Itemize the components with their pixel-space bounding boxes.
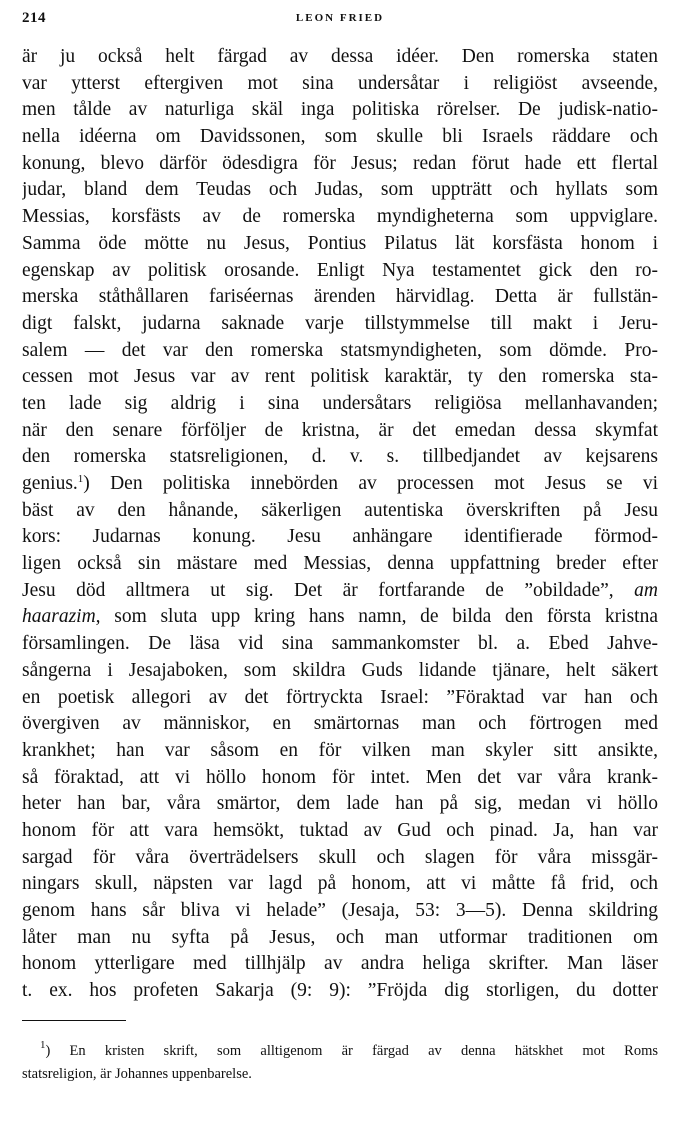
text-line: cessen mot Jesus var av rent politisk karaktär, ty den romerska sta- [22,366,658,388]
text-line: övergiven av människor, en smärtornas man och förtrogen med [22,713,658,735]
text-line: är ju också helt färgad av dessa idéer. Den romerska staten [22,46,658,67]
text-fragment: ) Den politiska innebörden av processen mot Jesus se vi [83,473,658,494]
text-line: digt falskt, judarna saknade varje tillstymmelse till makt i Jeru- [22,312,658,334]
book-page [22,0,658,1140]
page-number: 214 [22,10,46,26]
text-fragment: som sluta upp kring hans namn, de bilda den första kristna [100,606,658,628]
text-line: ningars skull, näpsten var lagd på honom, att vi måtte få frid, och [22,873,658,895]
text-line: den romerska statsreligionen, d. v. s. tillbedjandet av kejsarens [22,446,658,468]
text-line [22,604,658,631]
text-line: nella idéerna om Davidssonen, som skulle bli Israels räddare och [22,126,658,148]
running-title: LEON FRIED [295,12,385,24]
text-line: heter han bar, våra smärtor, dem lade han på sig, medan vi höllo [22,793,658,815]
footnotes [22,1040,658,1086]
text-line: konung, blevo därför ödesdigra för Jesus; redan förut hade ett flertal [22,152,658,174]
text-line: honom för att vara hemsökt, tuktad av Gud och pinad. Ja, han var [22,819,658,841]
text-line: honom ytterligare med tillhjälp av andra heliga skrifter. Man läser [22,953,658,975]
footnote-marker: 1 [40,1040,46,1051]
text-line: var ytterst eftergiven mot sina undersåtar i religiöst avseende, [22,72,658,94]
text-line: församlingen. De läsa vid sina sammankomster bl. a. Ebed Jahve- [22,633,658,655]
footnote-divider [22,1020,126,1021]
body-text [22,44,658,1005]
text-line: men tålde av naturliga skäl inga politiska rörelser. De judisk-natio- [22,99,658,121]
footnote-line: statsreligion, är Johannes uppenbarelse. [22,1066,252,1082]
text-line: krankhet; han var såsom en för vilken man skyler sitt ansikte, [22,739,658,761]
text-fragment: Jesu död alltmera ut sig. Det är fortfarande de ”obildade”, [22,579,614,601]
text-line: bäst av den hånande, säkerligen autentiska överskriften på Jesu [22,499,658,521]
text-line: judar, bland dem Teudas och Judas, som uppträtt och hyllats som [22,179,658,201]
text-line: t. ex. hos profeten Sakarja (9: 9): ”Fröjda dig storligen, du dotter [22,980,658,1002]
text-line: när den senare förföljer de kristna, är det emedan dessa skymfat [22,419,658,441]
text-fragment: genius. [22,473,78,494]
text-line: merska ståthållaren fariséernas ärenden härvidlag. Detta är fullstän- [22,286,658,308]
text-line: Samma öde mötte nu Jesus, Pontius Pilatus lät korsfästa honom i [22,232,658,254]
text-line-with-footnote-ref [22,471,658,498]
text-line: ten lade sig aldrig i sina undersåtars religiösa mellanhavanden; [22,392,658,414]
text-line: egenskap av politisk orosande. Enligt Nya testamentet gick den ro- [22,259,658,281]
text-line: kors: Judarnas konung. Jesu anhängare identifierade förmod- [22,526,658,548]
italic-term: haarazim, [22,606,101,628]
footnote-reference: 1 [77,473,84,485]
text-line: en poetisk allegori av det förtryckta Israel: ”Föraktad var han och [22,686,658,708]
text-line [22,578,658,605]
footnote-text: ) En kristen skrift, som alltigenom är färgad av denna hätskhet mot Roms [45,1043,658,1059]
text-line: salem — det var den romerska statsmyndigheten, som dömde. Pro- [22,339,658,361]
text-line: låter man nu syfta på Jesus, och man utformar traditionen om [22,926,658,948]
text-line: sångerna i Jesajaboken, som skildra Guds lidande tjänare, helt säkert [22,659,658,681]
text-line: Messias, korsfästs av de romerska myndigheterna som uppviglare. [22,206,658,228]
text-line: ligen också sin mästare med Messias, denna uppfattning breder efter [22,553,658,575]
footnote-line [22,1040,658,1063]
text-line: sargad för våra överträdelsers skull och slagen för våra missgär- [22,846,658,868]
running-head [22,10,658,32]
text-line: så föraktad, att vi höllo honom för intet. Men det var våra krank- [22,766,658,788]
italic-term: am [634,579,658,601]
text-line: genom hans sår bliva vi helade” (Jesaja, 53: 3—5). Denna skildring [22,900,658,921]
